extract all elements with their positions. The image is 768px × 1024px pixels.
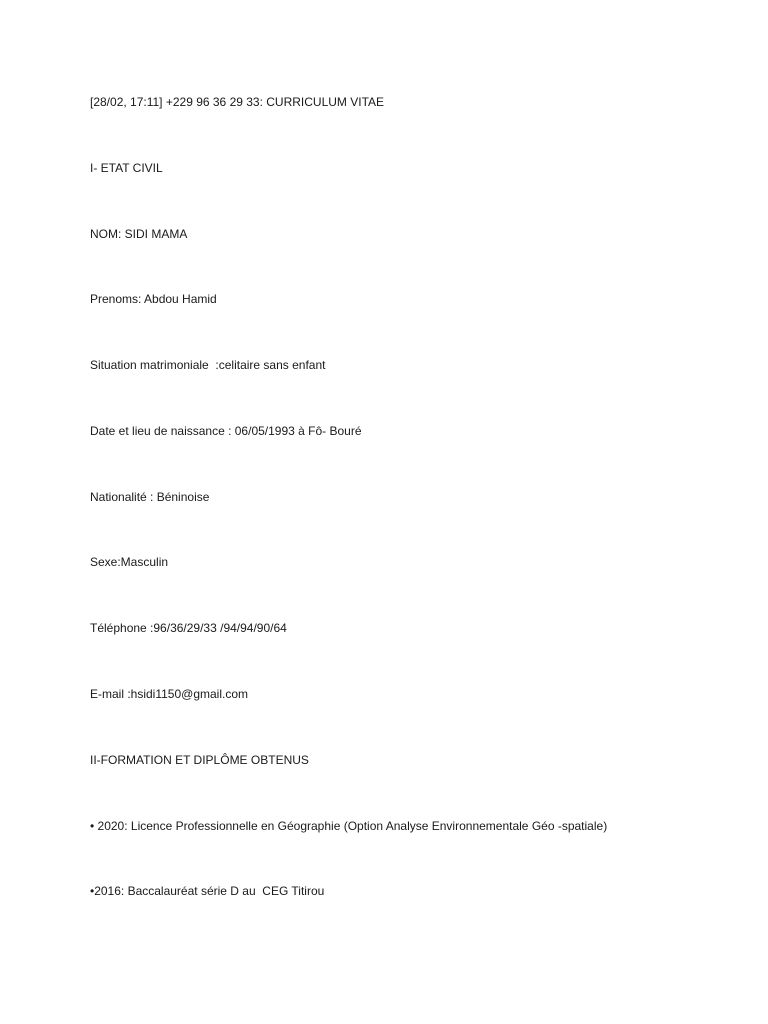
nationalite-line: Nationalité : Béninoise	[90, 490, 210, 504]
nom-line: NOM: SIDI MAMA	[90, 227, 188, 241]
naissance-line: Date et lieu de naissance : 06/05/1993 à Fô- Bouré	[90, 424, 362, 438]
cv-header-line: [28/02, 17:11] +229 96 36 29 33: CURRICULUM VITAE	[90, 95, 385, 109]
formation-item-bac: •2016: Baccalauréat série D au CEG Titirou	[90, 884, 325, 898]
section-etat-civil-title: I- ETAT CIVIL	[90, 161, 163, 175]
situation-line: Situation matrimoniale :celitaire sans enfant	[90, 358, 326, 372]
sexe-line: Sexe:Masculin	[90, 555, 169, 569]
formation-item-licence: • 2020: Licence Professionnelle en Géographie (Option Analyse Environnementale Géo -spatiale)	[90, 819, 608, 833]
prenoms-line: Prenoms: Abdou Hamid	[90, 292, 217, 306]
telephone-line: Téléphone :96/36/29/33 /94/94/90/64	[90, 621, 287, 635]
email-line: E-mail :hsidi1150@gmail.com	[90, 687, 249, 701]
section-formation-title: II-FORMATION ET DIPLÔME OBTENUS	[90, 753, 309, 767]
